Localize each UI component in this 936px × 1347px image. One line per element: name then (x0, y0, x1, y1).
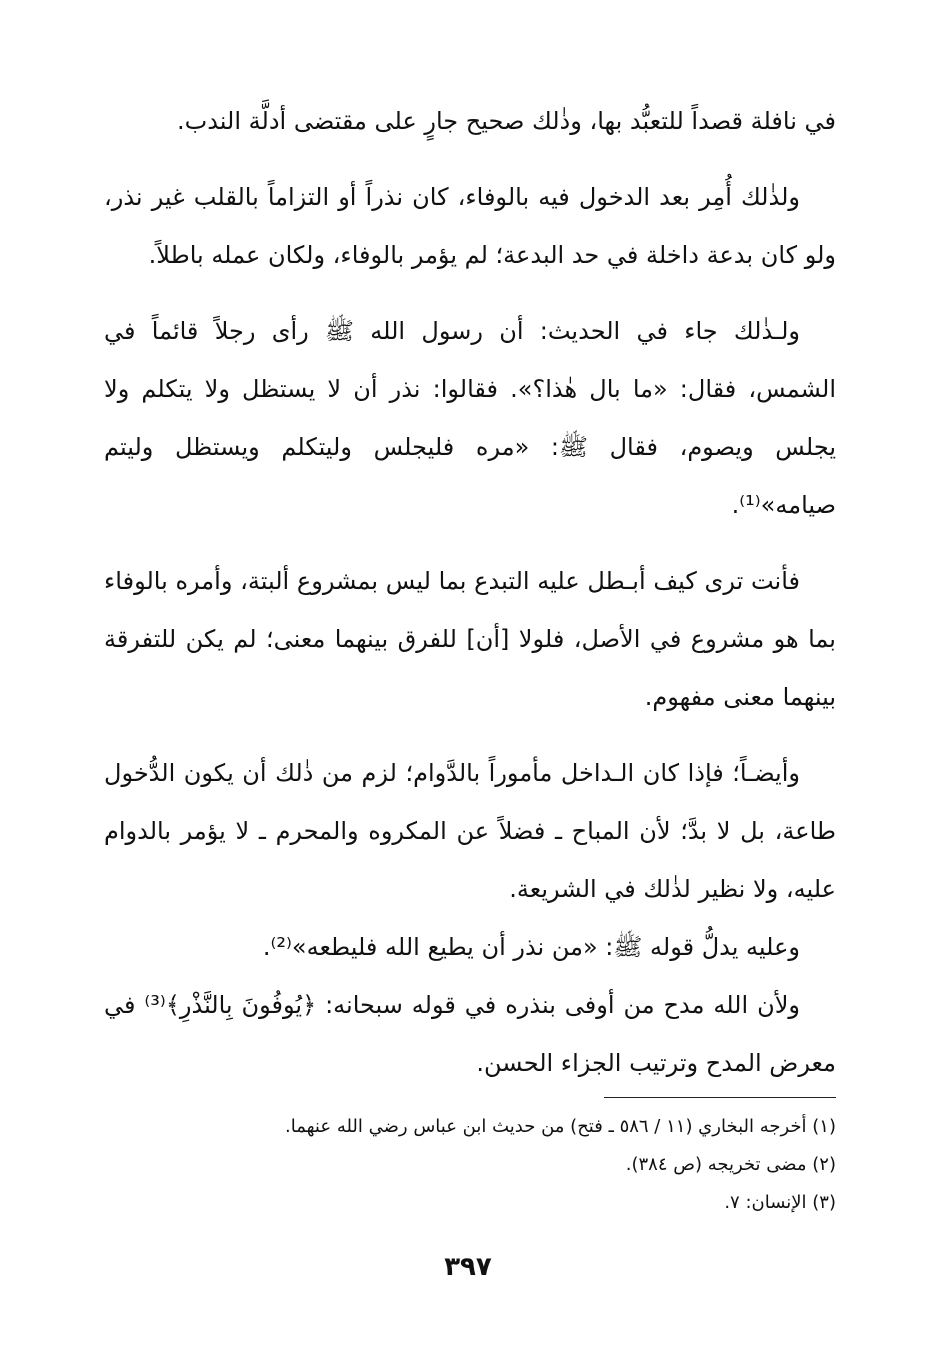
footnote-2: (٢) مضى تخريجه (ص ٣٨٤). (625, 1154, 836, 1175)
footnotes (104, 1108, 836, 1222)
paragraph-4: فأنت ترى كيف أبـطل عليه التبدع بما ليس بمشروع ألبتة، وأمره بالوفاء بما هو مشروع في الأصل، فلولا [أن] للفرق بينهما معنى؛ لم يكن للتفرقة بينهما معنى مفهوم. (104, 567, 836, 711)
footnote-1: (١) أخرجه البخاري (١١ / ٥٨٦ ـ فتح) من حديث ابن عباس رضي الله عنهما. (285, 1116, 836, 1137)
paragraph-7: ولأن الله مدح من أوفى بنذره في قوله سبحانه: ﴿يُوفُونَ بِالنَّذْرِ﴾⁽³⁾ في معرض المدح وترتيب الجزاء الحسن. (104, 991, 836, 1077)
paragraph-3: ولـذٰلك جاء في الحديث: أن رسول الله ﷺ رأى رجلاً قائماً في الشمس، فقال: «ما بال هٰذا؟». فقالوا: نذر أن لا يستظل ولا يتكلم ولا يجلس ويصوم، فقال ﷺ: «مره فليجلس وليتكلم ويستظل وليتم صيامه»⁽¹⁾. (104, 317, 836, 519)
paragraph-2: ولذٰلك أُمِر بعد الدخول فيه بالوفاء، كان نذراً أو التزاماً بالقلب غير نذر، ولو كان بدعة داخلة في حد البدعة؛ لم يؤمر بالوفاء، ولكان عمله باطلاً. (104, 183, 836, 269)
main-text (104, 92, 836, 1092)
paragraph-6: وعليه يدلُّ قوله ﷺ: «من نذر أن يطيع الله فليطعه»⁽²⁾. (262, 933, 800, 961)
footnote-3: (٣) الإنسان: ٧. (724, 1192, 836, 1213)
paragraph-5: وأيضـاً؛ فإذا كان الـداخل مأموراً بالدَّوام؛ لزم من ذٰلك أن يكون الدُّخول طاعة، بل لا بدَّ؛ لأن المباح ـ فضلاً عن المكروه والمحرم ـ لا يؤمر بالدوام عليه، ولا نظير لذٰلك في الشريعة. (104, 759, 836, 903)
page-number: ٣٩٧ (444, 1252, 492, 1282)
paragraph-1: في نافلة قصداً للتعبُّد بها، وذٰلك صحيح جارٍ على مقتضى أدلَّة الندب. (176, 107, 836, 135)
footnote-divider (604, 1097, 836, 1098)
